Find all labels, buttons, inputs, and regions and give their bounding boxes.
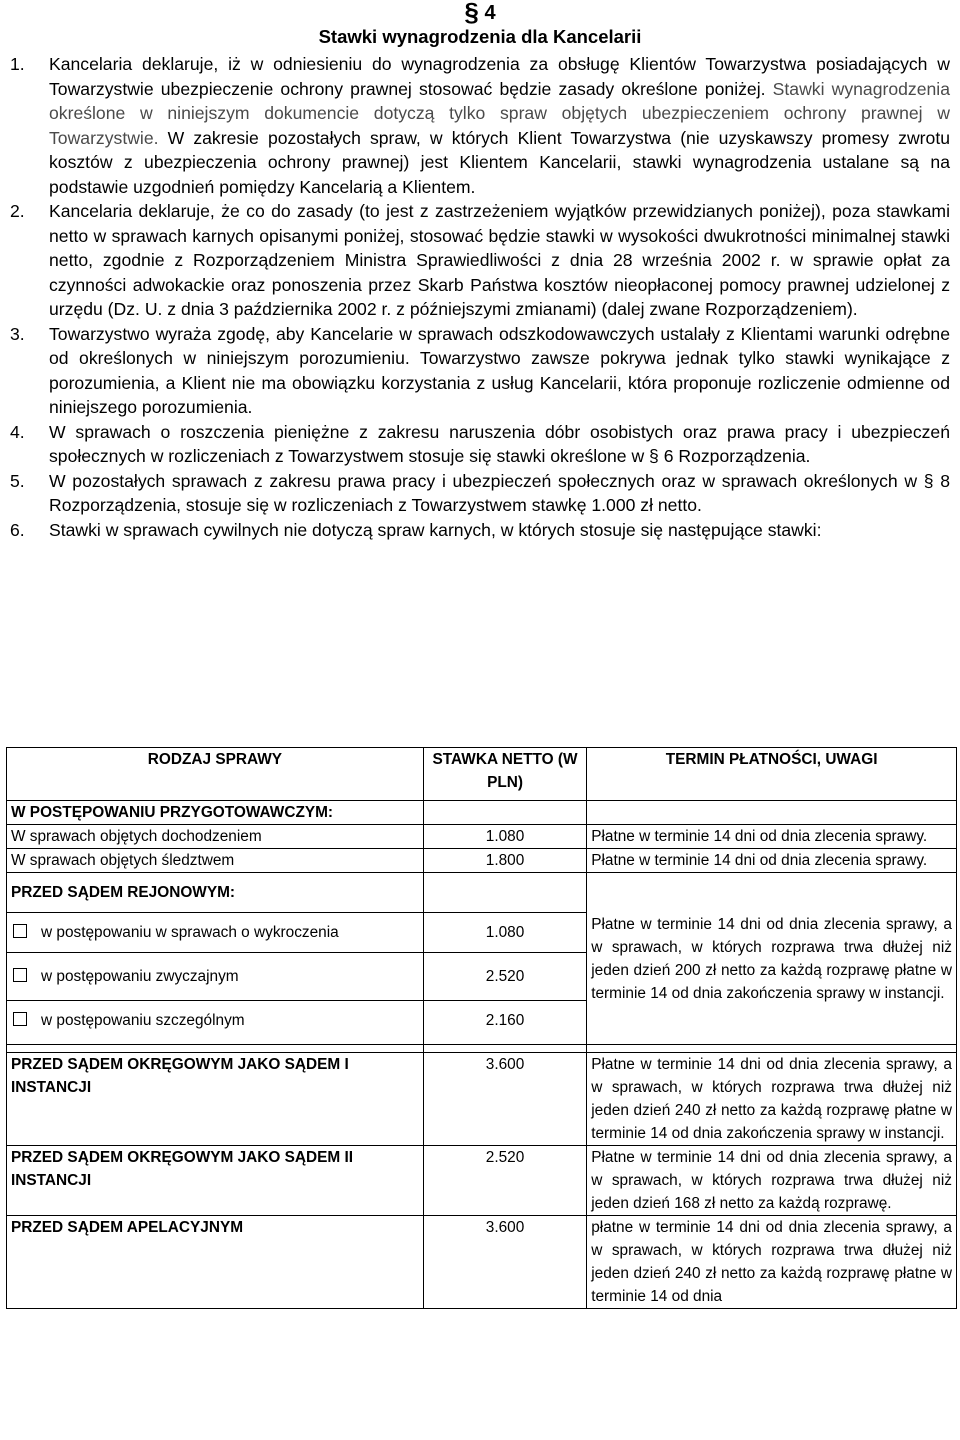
row-rate: 2.520 — [423, 953, 586, 1001]
row-terms: Płatne w terminie 14 dni od dnia zlecenia sprawy, a w sprawach, w których rozprawa trwa dłużej niż jeden dzień 168 zł netto za każdą rozprawę. — [587, 1146, 957, 1216]
row-rate: 1.800 — [423, 849, 586, 873]
row-rate: 1.080 — [423, 825, 586, 849]
row-type: w postępowaniu szczególnym — [41, 1012, 245, 1029]
table-row — [7, 1216, 957, 1309]
table-row — [7, 849, 957, 873]
row-terms: Płatne w terminie 14 dni od dnia zlecenia sprawy, a w sprawach, w których rozprawa trwa dłużej niż jeden dzień 240 zł netto za każdą rozprawę płatne w terminie 14 od dnia zakończenia sprawy w instancji. — [587, 1053, 957, 1146]
item-text: Stawki w sprawach cywilnych nie dotyczą spraw karnych, w których stosuje się następujące stawki: — [49, 519, 822, 540]
list-item — [10, 199, 950, 322]
row-type: w postępowaniu zwyczajnym — [41, 968, 239, 985]
item-text-highlight: Stawki wynagrodzenia określone w niniejszym dokumencie dotyczą tylko spraw objętych ubezpieczeniem ochrony prawnej w Towarzystwie. — [49, 78, 950, 148]
row-type: W sprawach objętych śledztwem — [7, 849, 424, 873]
row-type: PRZED SĄDEM APELACYJNYM — [7, 1216, 424, 1309]
item-number: 3. — [10, 323, 25, 344]
list-item — [10, 518, 950, 543]
row-terms: płatne w terminie 14 dni od dnia zlecenia sprawy, a w sprawach, w których rozprawa trwa dłużej niż jeden dzień 240 zł netto za każdą rozprawę płatne w terminie 14 od dnia — [587, 1216, 957, 1309]
item-text: Towarzystwo wyraża zgodę, aby Kancelarie w sprawach odszkodowawczych ustalały z Klientami warunki odrębne od określonych w niniejszym porozumieniu. Towarzystwo zawsze pokrywa jednak tylko stawki wynikające z porozumienia, a Klient nie ma obowiązku korzystania z usług Kancelarii, która proponuje rozliczenie odmienne od niniejszego porozumienia. — [49, 323, 950, 417]
table-row — [7, 1053, 957, 1146]
item-text: W zakresie pozostałych spraw, w których Klient Towarzystwa (nie uzyskawszy promesy zwrotu kosztów z ubezpieczenia ochrony prawnej) jest Klientem Kancelarii, stawki wynagrodzenia ustalane są na podstawie uzgodnień pomiędzy Kancelarią a Klientem. — [49, 127, 950, 197]
row-type: W sprawach objętych dochodzeniem — [7, 825, 424, 849]
section-heading — [0, 0, 960, 25]
item-number: 2. — [10, 201, 25, 221]
table-header-row — [7, 748, 957, 801]
list-item — [10, 52, 950, 199]
section-heading-prep: W POSTĘPOWANIU PRZYGOTOWAWCZYM: — [7, 801, 424, 825]
table-row — [7, 1146, 957, 1216]
table-row — [7, 825, 957, 849]
item-text: W pozostałych sprawach z zakresu prawa pracy i ubezpieczeń społecznych oraz w sprawach określonych w § 8 Rozporządzenia, stosuje się w rozliczeniach z Towarzystwem stawkę 1.000 zł netto. — [49, 470, 950, 515]
list-item — [10, 469, 950, 518]
checkbox-icon — [13, 968, 27, 982]
table-spacer-row — [7, 1045, 957, 1053]
checkbox-icon — [13, 1012, 27, 1026]
item-number: 5. — [10, 470, 25, 491]
district-terms: Płatne w terminie 14 dni od dnia zlecenia sprawy, a w sprawach, w których rozprawa trwa dłużej niż jeden dzień 200 zł netto za każdą rozprawę płatne w terminie 14 od dnia zakończenia sprawy w instancji. — [587, 873, 957, 1045]
item-number: 6. — [10, 519, 25, 540]
item-number: 1. — [10, 54, 25, 74]
row-terms: Płatne w terminie 14 dni od dnia zlecenia sprawy. — [587, 849, 957, 873]
item-text: Kancelaria deklaruje, że co do zasady (to jest z zastrzeżeniem wyjątków przewidzianych poniżej), poza stawkami netto w sprawach karnych opisanymi poniżej, stosować będzie stawki w wysokości dwukrotności minimalnej stawki netto, zgodnie z Rozporządzeniem Ministra Sprawiedliwości z dnia 28 września 2002 r. w sprawie opłat za czynności adwokackie oraz ponoszenia przez Skarb Państwa kosztów nieopłaconej pomocy prawnej udzielonej z urzędu (Dz. U. z dnia 3 października 2002 r. z późniejszymi zmianami) (dalej zwane Rozporządzeniem). — [49, 201, 950, 319]
section-sign: § — [464, 0, 479, 27]
list-item — [10, 322, 950, 420]
row-rate: 3.600 — [423, 1216, 586, 1309]
row-type: PRZED SĄDEM OKRĘGOWYM JAKO SĄDEM II INSTANCJI — [7, 1146, 424, 1216]
checkbox-icon — [13, 924, 27, 938]
row-rate: 2.520 — [423, 1146, 586, 1216]
item-text: Kancelaria deklaruje, iż w odniesieniu do wynagrodzenia za obsługę Klientów Towarzystwa posiadających w Towarzystwie ubezpieczenie ochrony prawnej stosować będzie zasady określone poniżej. — [49, 54, 950, 99]
column-header-terms: TERMIN PŁATNOŚCI, UWAGI — [587, 748, 957, 801]
row-rate: 3.600 — [423, 1053, 586, 1146]
table-section-row — [7, 801, 957, 825]
rates-table — [6, 747, 957, 1309]
column-header-type: RODZAJ SPRAWY — [7, 748, 424, 801]
row-rate: 2.160 — [423, 1001, 586, 1045]
list-item — [10, 420, 950, 469]
item-number: 4. — [10, 421, 25, 442]
column-header-rate: STAWKA NETTO (W PLN) — [423, 748, 586, 801]
row-rate: 1.080 — [423, 913, 586, 953]
item-text: W sprawach o roszczenia pieniężne z zakresu naruszenia dóbr osobistych oraz prawa pracy i ubezpieczeń społecznych w rozliczeniach z Towarzystwem stosuje się stawki określone w § 6 Rozporządzenia. — [49, 421, 950, 466]
section-heading-district: PRZED SĄDEM REJONOWYM: — [7, 873, 424, 913]
document-title: Stawki wynagrodzenia dla Kancelarii — [318, 26, 642, 47]
table-section-row — [7, 873, 957, 913]
numbered-list — [10, 52, 950, 542]
row-type: PRZED SĄDEM OKRĘGOWYM JAKO SĄDEM I INSTANCJI — [7, 1053, 424, 1146]
row-type: w postępowaniu w sprawach o wykroczenia — [41, 924, 339, 941]
row-terms: Płatne w terminie 14 dni od dnia zlecenia sprawy. — [587, 825, 957, 849]
section-number: 4 — [484, 2, 496, 24]
